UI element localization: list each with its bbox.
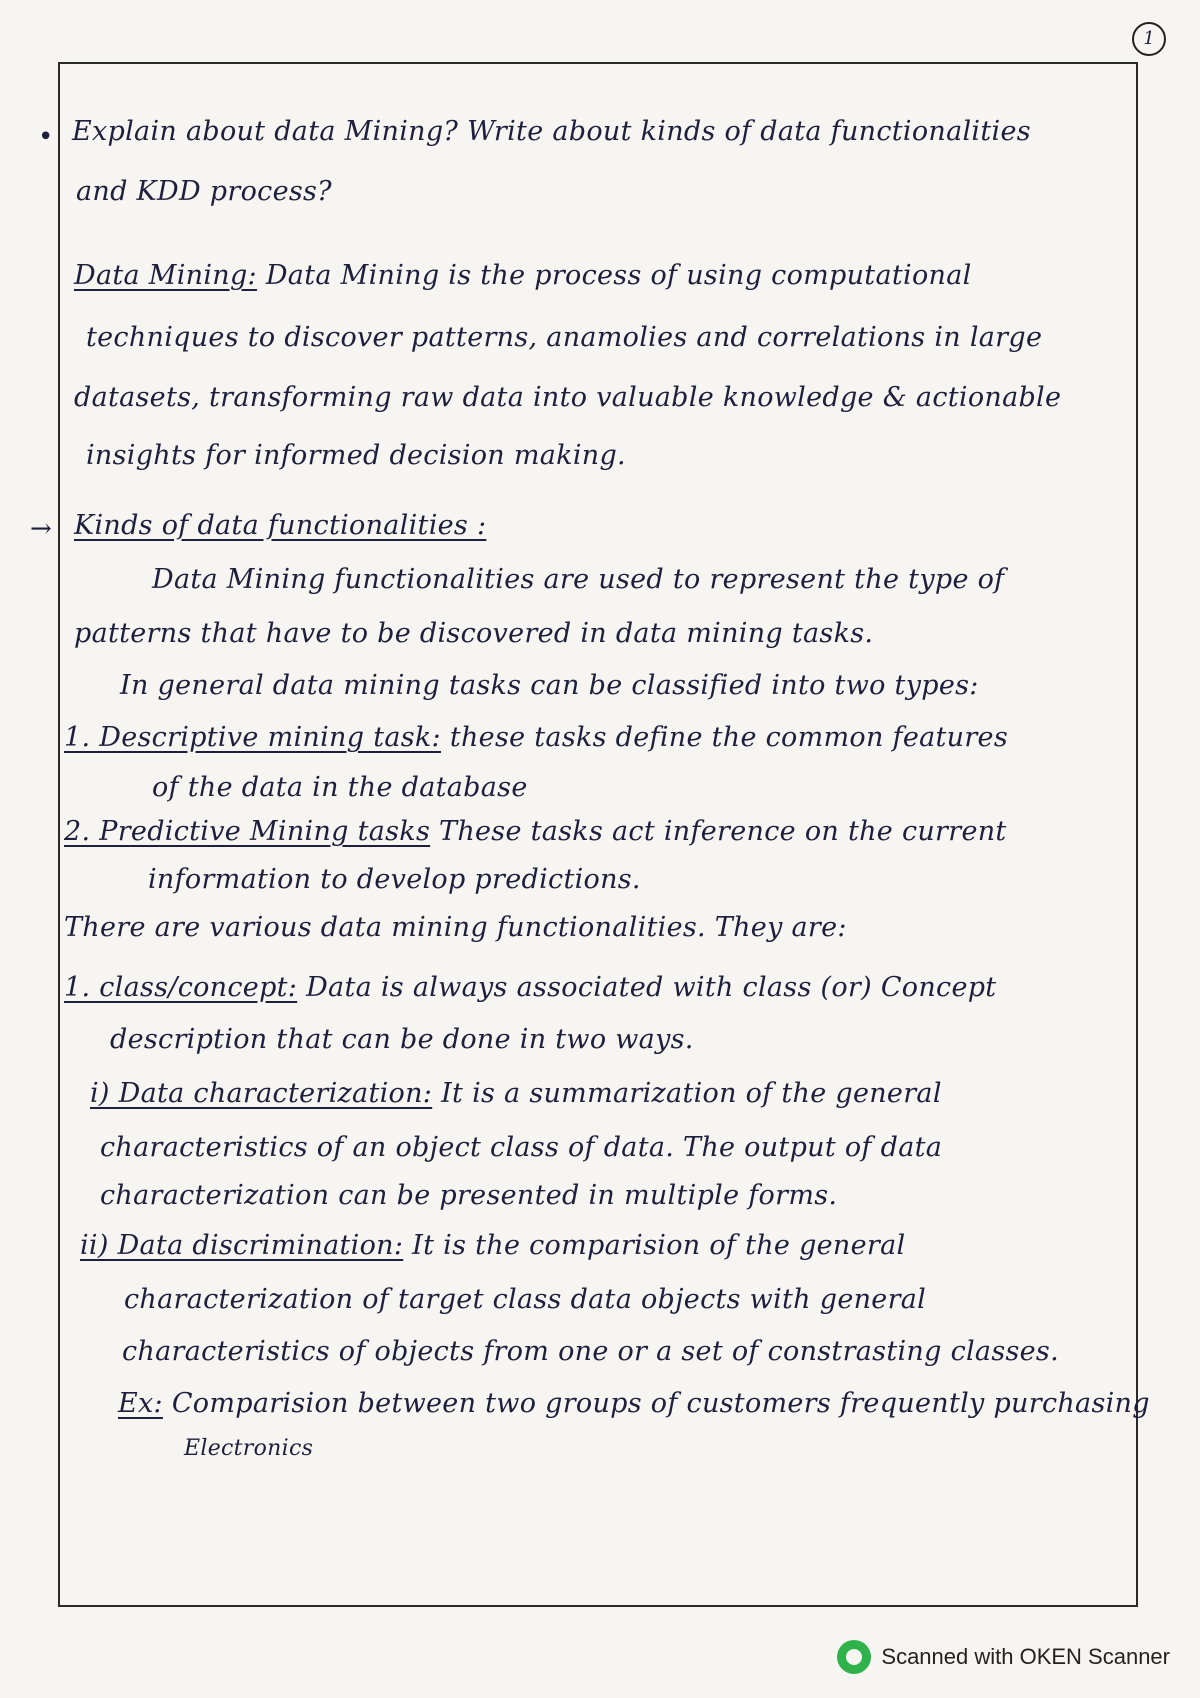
page-frame: [30, 62, 1150, 1607]
descriptive-task-line2: of the data in the database: [152, 772, 528, 803]
page-number: 1: [1132, 22, 1166, 56]
discrimination-label: ii) Data discrimination:: [80, 1230, 404, 1261]
scanner-text: Scanned with OKEN Scanner: [881, 1644, 1170, 1669]
example-line: [118, 1388, 1150, 1419]
characterization-label: i) Data characterization:: [90, 1078, 433, 1109]
question-line-1: Explain about data Mining? Write about kinds of data functionalities: [72, 116, 1031, 147]
discrimination-text: It is the comparision of the general: [412, 1230, 906, 1261]
scanner-logo-icon: [837, 1640, 871, 1674]
predictive-task-line: [64, 816, 1007, 847]
kinds-para2-line1: In general data mining tasks can be classified into two types:: [120, 670, 979, 701]
definition-text: Data Mining is the process of using computational: [265, 260, 972, 291]
predictive-task-line2: information to develop predictions.: [148, 864, 641, 895]
characterization-line3: characterization can be presented in multiple forms.: [100, 1180, 838, 1211]
descriptive-task-label: 1. Descriptive mining task:: [64, 722, 441, 753]
definition-line-1: [74, 260, 972, 291]
example-line2: Electronics: [184, 1436, 314, 1461]
discrimination-line2: characterization of target class data objects with general: [124, 1284, 927, 1315]
kinds-heading: Kinds of data functionalities :: [74, 510, 487, 541]
characterization-line: [90, 1078, 942, 1109]
example-label: Ex:: [118, 1388, 163, 1419]
question-line-2: and KDD process?: [76, 176, 332, 207]
arrow-icon: →: [30, 514, 52, 544]
descriptive-task-line: [64, 722, 1008, 753]
kinds-para1-line2: patterns that have to be discovered in data mining tasks.: [74, 618, 874, 649]
data-mining-heading: Data Mining:: [74, 260, 257, 291]
definition-line-4: insights for informed decision making.: [86, 440, 626, 471]
definition-line-2: techniques to discover patterns, anamolies and correlations in large: [86, 322, 1043, 353]
characterization-line2: characteristics of an object class of data. The output of data: [100, 1132, 943, 1163]
class-concept-line: [64, 972, 996, 1003]
discrimination-line: [80, 1230, 905, 1261]
predictive-task-text: These tasks act inference on the current: [439, 816, 1007, 847]
discrimination-line3: characteristics of objects from one or a set of constrasting classes.: [122, 1336, 1059, 1367]
class-concept-text: Data is always associated with class (or) Concept: [306, 972, 997, 1003]
class-concept-label: 1. class/concept:: [64, 972, 298, 1003]
predictive-task-label: 2. Predictive Mining tasks: [64, 816, 431, 847]
example-text: Comparision between two groups of customers frequently purchasing: [171, 1388, 1150, 1419]
descriptive-task-text: these tasks define the common features: [449, 722, 1008, 753]
characterization-text: It is a summarization of the general: [441, 1078, 942, 1109]
kinds-para1-line1: Data Mining functionalities are used to represent the type of: [152, 564, 1005, 595]
various-functionalities-line: There are various data mining functionalities. They are:: [64, 912, 847, 943]
class-concept-line2: description that can be done in two ways.: [110, 1024, 694, 1055]
definition-line-3: datasets, transforming raw data into valuable knowledge & actionable: [74, 382, 1062, 413]
bullet-dot: •: [38, 122, 54, 152]
scanner-watermark: [837, 1640, 1170, 1674]
